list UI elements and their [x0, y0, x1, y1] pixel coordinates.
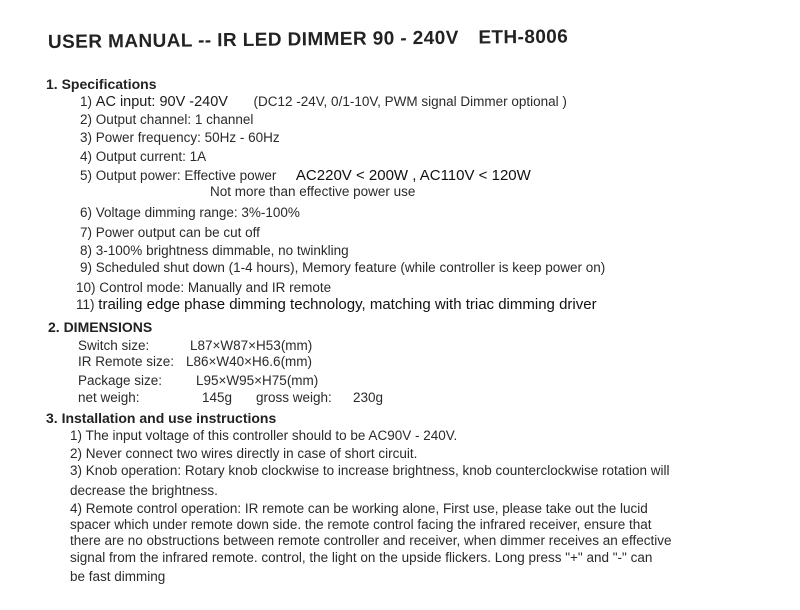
spec-item-number: 11)	[76, 297, 95, 312]
weight-row	[78, 390, 383, 405]
spec-item-1	[80, 94, 567, 110]
spec-item-8	[80, 243, 349, 258]
spec-item-text: 3-100% brightness dimmable, no twinkling	[95, 243, 349, 258]
spec-item-4	[80, 149, 206, 164]
spec-item-text: Power frequency: 50Hz - 60Hz	[95, 130, 280, 145]
spec-item-text: Output channel: 1 channel	[95, 112, 254, 127]
spec-item-text: Output current: 1A	[95, 149, 207, 164]
install-line-3: 3) Knob operation: Rotary knob clockwise to increase brightness, knob counterclockwise rotation will	[70, 463, 670, 478]
spec-item-3	[80, 130, 280, 145]
spec-item-note: 3%-100%	[241, 205, 300, 220]
spec-item-text: Control mode: Manually and IR remote	[99, 280, 332, 295]
spec-item-number: 6)	[80, 205, 93, 220]
dimension-row-package	[78, 373, 318, 388]
title-model: ETH-8006	[478, 26, 569, 49]
install-line-6: spacer which under remote down side. the remote control facing the infrared receiver, ensure that	[70, 517, 652, 532]
section-installation-heading: 3. Installation and use instructions	[46, 410, 277, 426]
install-line-1: 1) The input voltage of this controller should to be AC90V - 240V.	[70, 428, 458, 443]
dimension-label: IR Remote size:	[78, 354, 175, 369]
gross-weight-value: 230g	[353, 390, 384, 405]
spec-item-text: Voltage dimming range:	[95, 205, 238, 220]
spec-item-text: Output power: Effective power	[95, 168, 277, 183]
spec-item-11	[76, 296, 597, 313]
spec-item-5-continuation: Not more than effective power use	[210, 184, 416, 199]
dimension-row-remote	[78, 354, 312, 369]
spec-item-number: 8)	[80, 243, 93, 258]
install-line-2: 2) Never connect two wires directly in case of short circuit.	[70, 446, 418, 461]
dimension-row-switch	[78, 338, 312, 353]
net-weight-label: net weigh:	[78, 390, 140, 405]
spec-item-number: 3)	[80, 130, 93, 145]
install-line-5: 4) Remote control operation: IR remote can be working alone, First use, please take out the lucid	[70, 501, 648, 516]
spec-item-text: AC input: 90V -240V	[95, 94, 228, 110]
section-specifications-heading: 1. Specifications	[46, 76, 157, 92]
spec-item-2	[80, 112, 253, 127]
spec-item-number: 1)	[80, 94, 93, 109]
spec-item-10	[76, 280, 331, 295]
spec-item-number: 5)	[80, 168, 93, 183]
gross-weight-label: gross weigh:	[256, 390, 332, 405]
spec-item-number: 4)	[80, 149, 93, 164]
document-title	[48, 24, 768, 54]
title-main: USER MANUAL -- IR LED DIMMER 90 - 240V	[47, 27, 459, 53]
spec-item-7	[80, 225, 260, 240]
dimension-value: L87×W87×H53(mm)	[190, 338, 313, 353]
dimension-label: Switch size:	[78, 338, 150, 353]
spec-item-5	[80, 167, 531, 184]
spec-item-text: trailing edge phase dimming technology, matching with triac dimming driver	[98, 296, 597, 313]
spec-item-number: 10)	[76, 280, 96, 295]
spec-item-9	[80, 260, 605, 275]
net-weight-value: 145g	[202, 390, 233, 405]
spec-item-number: 7)	[80, 225, 93, 240]
spec-item-text: Scheduled shut down (1-4 hours), Memory feature (while controller is keep power on)	[95, 260, 606, 275]
install-line-7: there are no obstructions between remote controller and receiver, when dimmer receives an effective	[70, 533, 672, 548]
spec-item-text: Power output can be cut off	[95, 225, 260, 240]
dimension-value: L86×W40×H6.6(mm)	[186, 354, 313, 369]
spec-item-number: 9)	[80, 260, 93, 275]
dimension-value: L95×W95×H75(mm)	[196, 373, 319, 388]
install-line-8: signal from the infrared remote. control, the light on the upside flickers. Long press "+" and "-" can	[70, 550, 653, 565]
install-line-9: be fast dimming	[70, 569, 166, 584]
spec-item-number: 2)	[80, 112, 93, 127]
spec-item-6	[80, 205, 300, 220]
section-dimensions-heading: 2. DIMENSIONS	[48, 319, 153, 335]
spec-item-note: (DC12 -24V, 0/1-10V, PWM signal Dimmer optional )	[253, 94, 567, 109]
spec-item-note: AC220V < 200W , AC110V < 120W	[295, 167, 531, 184]
install-line-4: decrease the brightness.	[70, 483, 218, 498]
dimension-label: Package size:	[78, 373, 163, 388]
